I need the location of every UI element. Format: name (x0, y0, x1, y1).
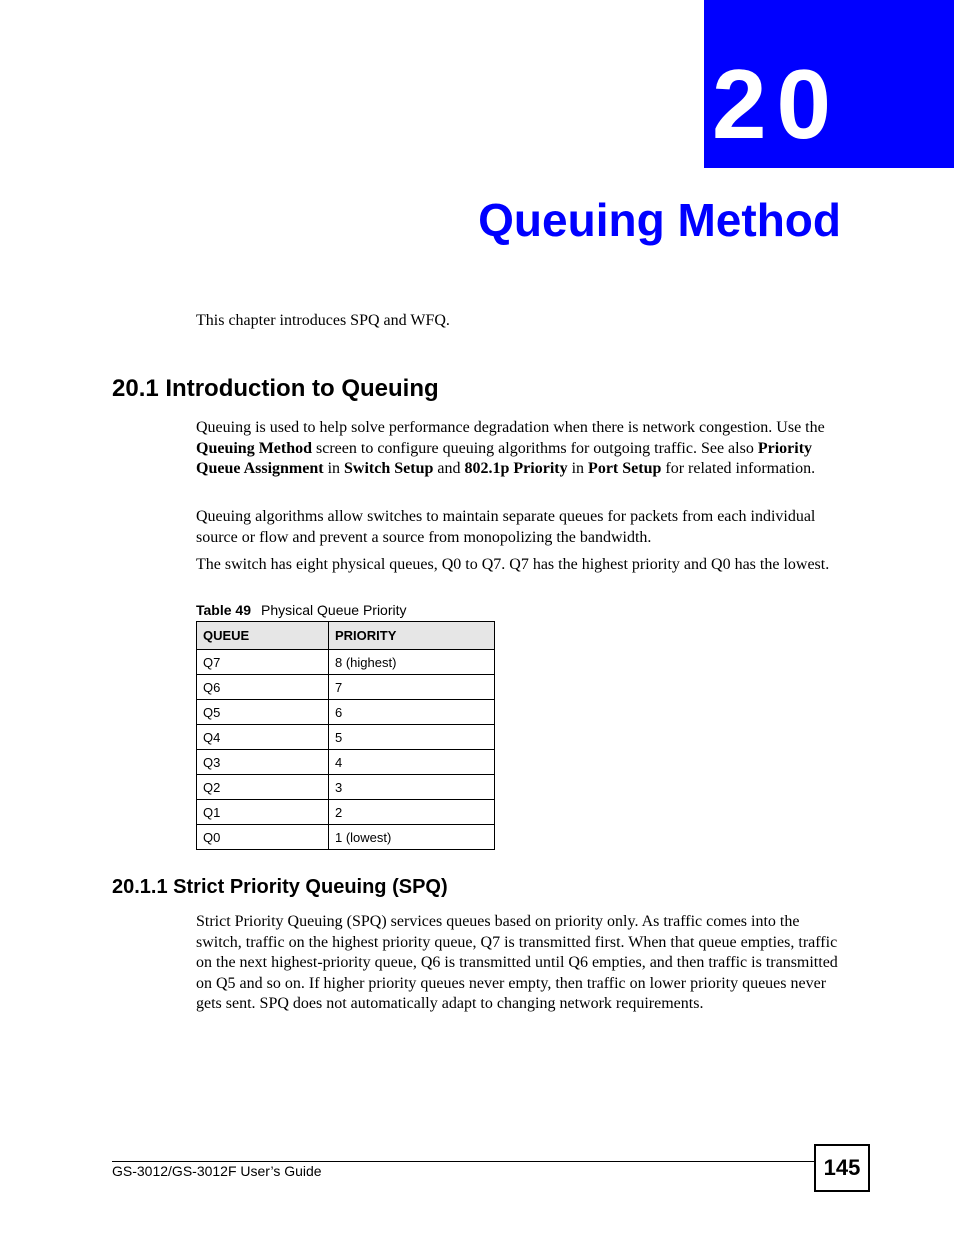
section2-paragraph: Strict Priority Queuing (SPQ) services queues based on priority only. As traffic comes into the switch, traffic on the highest priority queue, Q7 is transmitted first. When that queue empties, traffic on the next highest-priority queue, Q6 is transmitted until Q6 empties, and then traffic is transmitted on Q5 and so on. If higher priority queues never empty, then traffic on lower priority queues never gets sent. SPQ does not automatically adapt to changing network requirements. (196, 913, 838, 1012)
queue-cell: Q3 (197, 750, 329, 775)
queue-cell: Q5 (197, 700, 329, 725)
priority-cell: 5 (329, 725, 495, 750)
queue-cell: Q1 (197, 800, 329, 825)
queue-cell: Q6 (197, 675, 329, 700)
queue-cell: Q2 (197, 775, 329, 800)
priority-cell: 3 (329, 775, 495, 800)
section1-paragraph1: Queuing is used to help solve performance degradation when there is network congestion. Use the Queuing Method screen to configure queuing algorithms for outgoing traffic. See also Priority Queue Assignment in Switch Setup and 802.1p Priority in Port Setup for related information. (196, 419, 825, 477)
table-row (197, 700, 495, 725)
table-title: Physical Queue Priority (261, 602, 407, 618)
chapter-title: Queuing Method (478, 194, 841, 246)
table-header-row (197, 622, 495, 650)
table-row (197, 675, 495, 700)
priority-cell: 6 (329, 700, 495, 725)
table-row (197, 725, 495, 750)
section-heading-introduction: 20.1 Introduction to Queuing (112, 375, 439, 402)
table-row (197, 775, 495, 800)
footer-guide-title: GS-3012/GS-3012F User’s Guide (112, 1163, 322, 1179)
queue-cell: Q0 (197, 825, 329, 850)
queue-cell: Q4 (197, 725, 329, 750)
table-label: Table 49 (196, 602, 251, 618)
priority-cell: 2 (329, 800, 495, 825)
priority-cell: 7 (329, 675, 495, 700)
section1-paragraph3: The switch has eight physical queues, Q0 to Q7. Q7 has the highest priority and Q0 has the lowest. (196, 556, 830, 573)
table-caption (196, 600, 407, 620)
intro-paragraph: This chapter introduces SPQ and WFQ. (196, 312, 450, 329)
table-row (197, 800, 495, 825)
table-row (197, 825, 495, 850)
priority-cell: 1 (lowest) (329, 825, 495, 850)
section1-paragraph2: Queuing algorithms allow switches to maintain separate queues for packets from each individual source or flow and prevent a source from monopolizing the bandwidth. (196, 508, 816, 546)
column-header-priority: PRIORITY (329, 622, 495, 650)
page-number: 145 (814, 1144, 870, 1192)
priority-cell: 8 (highest) (329, 650, 495, 675)
table-row (197, 750, 495, 775)
column-header-queue: QUEUE (197, 622, 329, 650)
priority-cell: 4 (329, 750, 495, 775)
queue-priority-table (196, 621, 495, 850)
table-row (197, 650, 495, 675)
queue-cell: Q7 (197, 650, 329, 675)
section-heading-spq: 20.1.1 Strict Priority Queuing (SPQ) (112, 876, 448, 898)
chapter-number: 20 (712, 49, 842, 159)
